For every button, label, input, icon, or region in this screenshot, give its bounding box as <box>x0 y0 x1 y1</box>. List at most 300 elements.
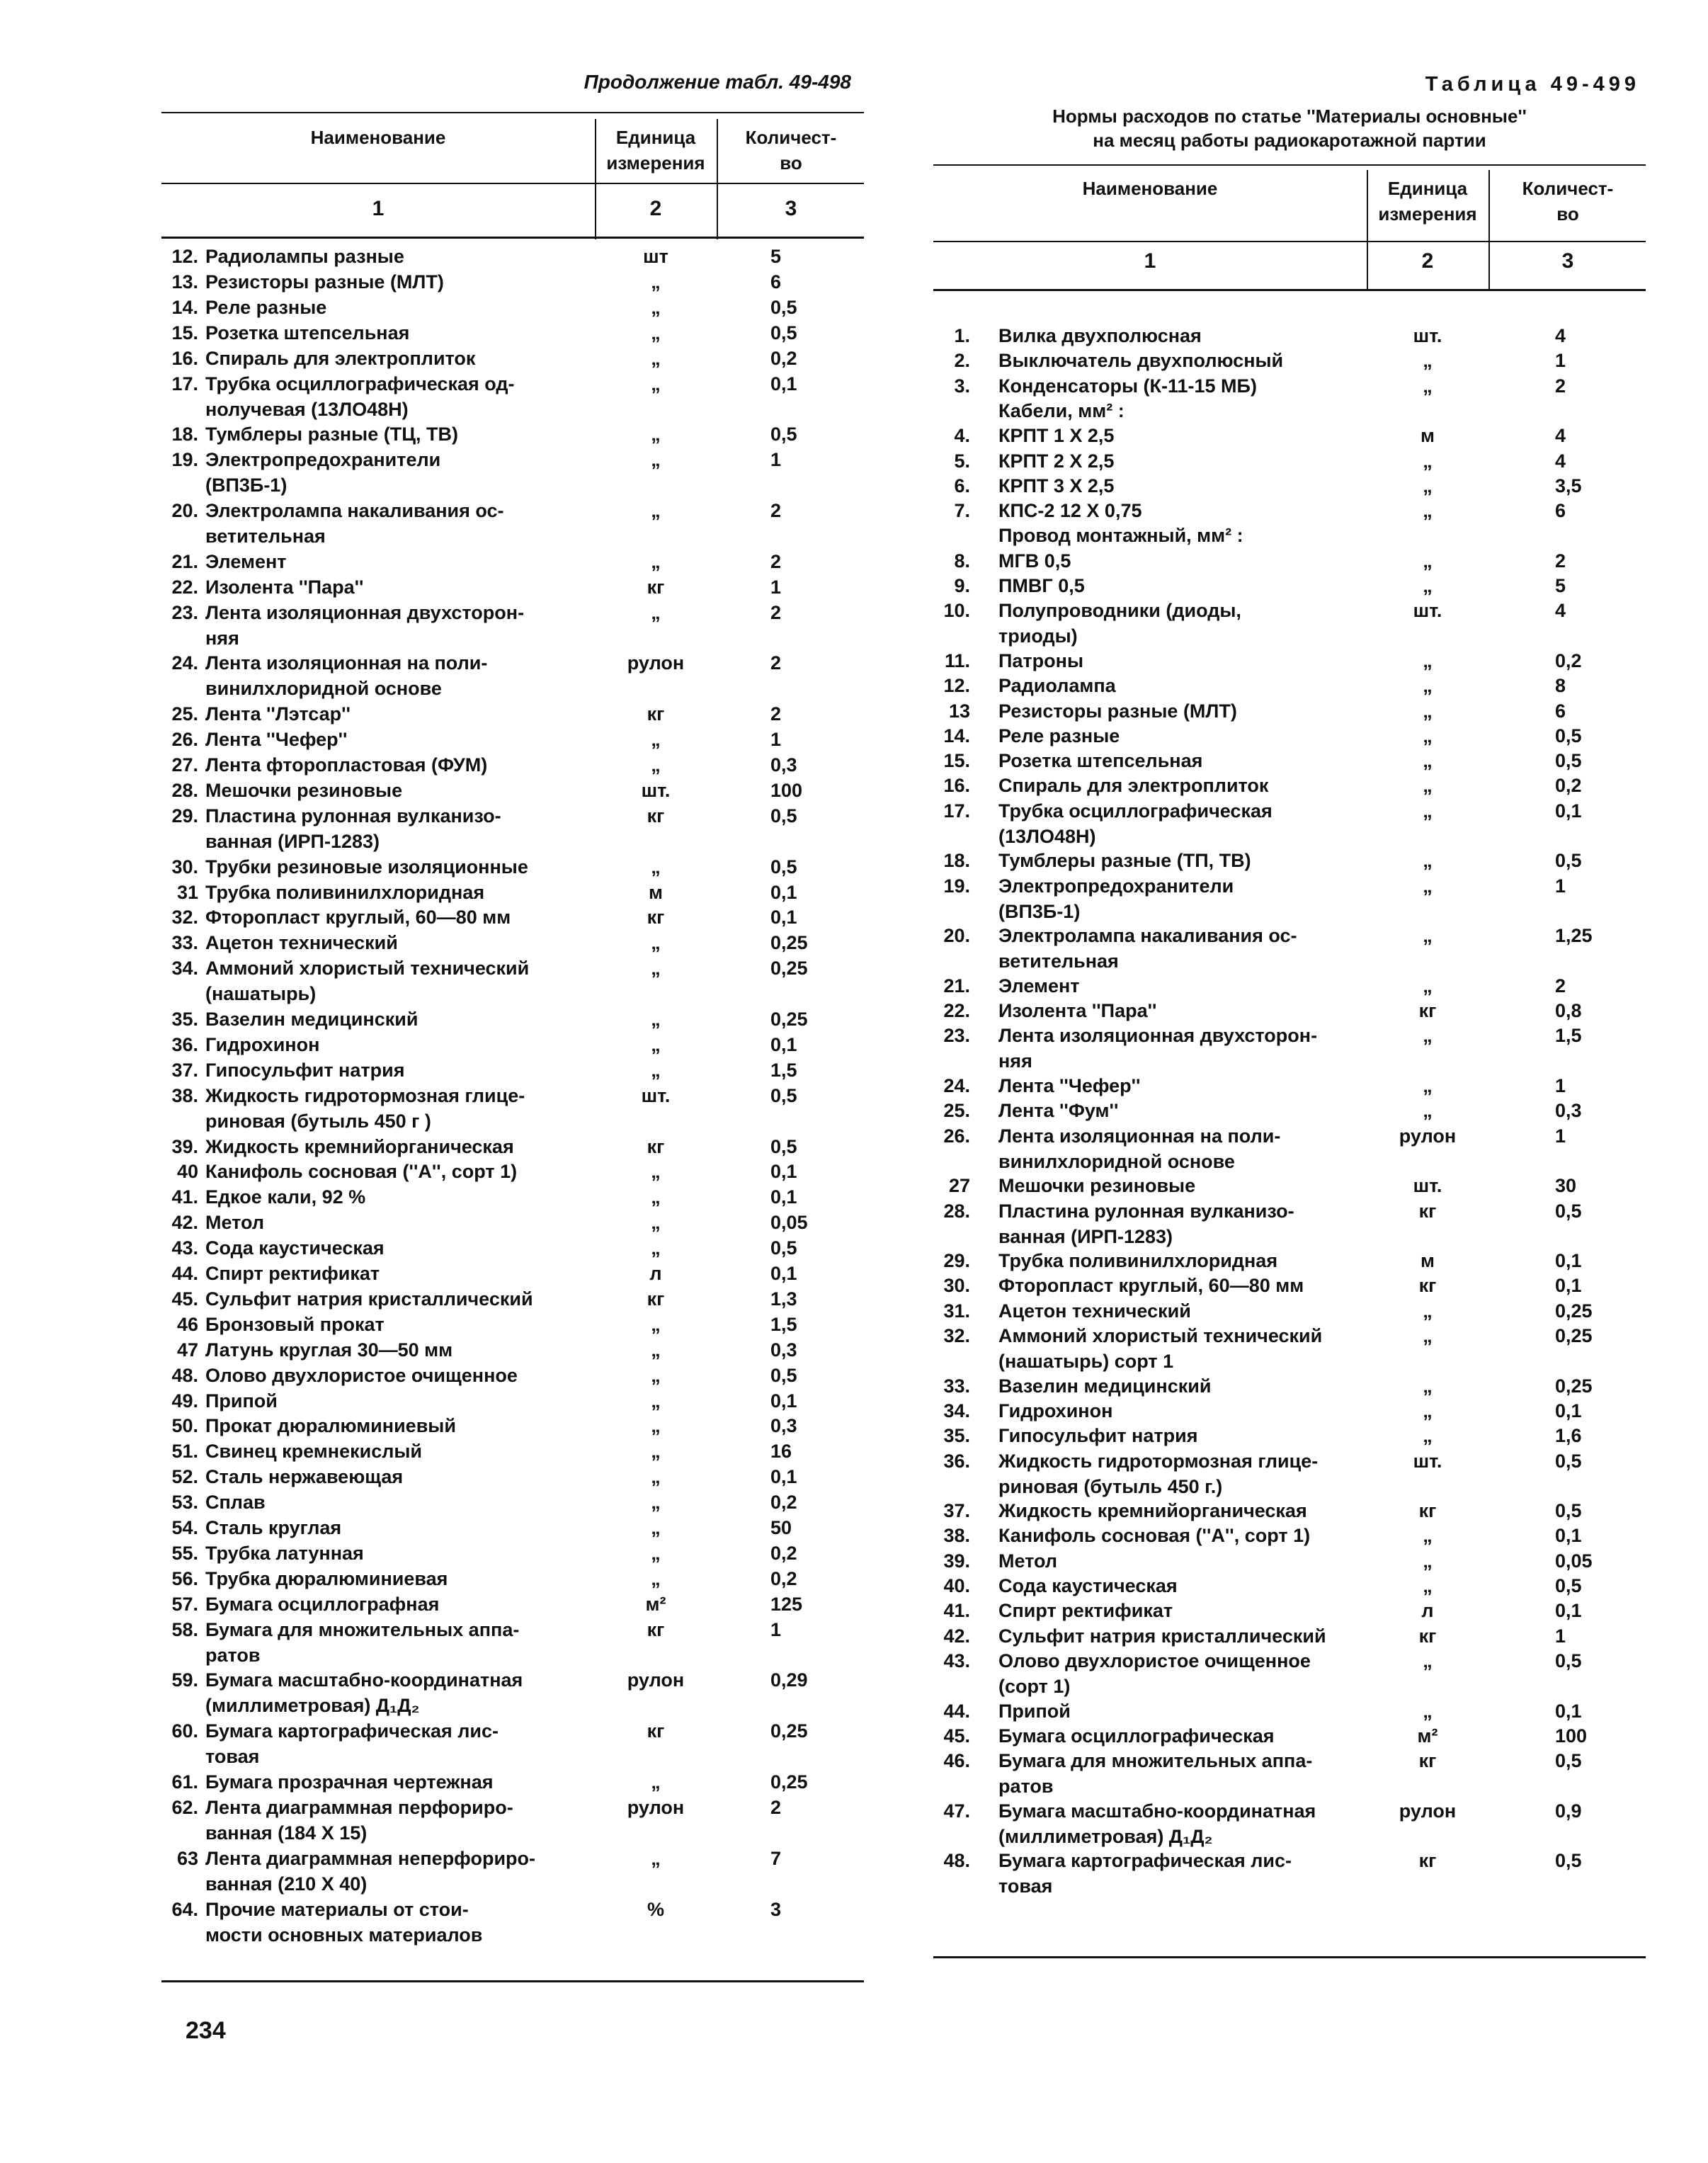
header-name: Наименование <box>1082 178 1218 199</box>
row-unit: „ <box>651 1339 661 1361</box>
column-number: 2 <box>1421 249 1434 273</box>
table-row <box>161 1769 864 1795</box>
row-quantity: 1,5 <box>770 1313 797 1335</box>
table-row <box>933 648 1646 673</box>
table-row <box>161 295 864 320</box>
row-number: 31 <box>176 881 198 903</box>
row-number: 26. <box>171 729 198 751</box>
row-number: 36. <box>171 1033 198 1055</box>
table-row <box>933 1173 1646 1198</box>
table-title: Нормы расходов по статье ''Материалы основные'' на месяц работы радиокаротажной партии <box>1052 106 1527 151</box>
table-row <box>161 498 864 549</box>
column-number: 2 <box>649 197 662 220</box>
table-row <box>933 1023 1646 1073</box>
row-name: Припой <box>998 1700 1071 1722</box>
table-row <box>161 650 864 701</box>
table-row <box>933 1198 1646 1249</box>
row-unit: „ <box>651 1542 661 1564</box>
row-unit: „ <box>651 500 661 521</box>
row-number: 12. <box>943 675 970 697</box>
row-number: 23. <box>943 1025 970 1047</box>
row-unit: „ <box>651 449 661 471</box>
row-quantity: 0,05 <box>770 1212 808 1234</box>
row-quantity: 0,25 <box>770 1720 808 1742</box>
row-number: 12. <box>171 246 198 267</box>
row-unit: „ <box>1423 575 1433 596</box>
row-name: Сплав <box>205 1492 266 1514</box>
row-quantity: 0,5 <box>1555 1450 1582 1472</box>
row-name: Электропредохранители (ВП3Б-1) <box>998 875 1234 922</box>
row-name: Резисторы разные (МЛТ) <box>998 700 1237 722</box>
row-quantity: 0,2 <box>770 1542 797 1564</box>
row-name: Канифоль сосновая (''А'', сорт 1) <box>998 1525 1311 1547</box>
row-name: КРПТ 1 Х 2,5 <box>998 425 1115 447</box>
row-number: 46 <box>176 1313 198 1335</box>
row-name: Бумага для множительных аппа- ратов <box>998 1750 1313 1798</box>
row-name: Аммоний хлористый технический (нашатырь) сорт 1 <box>998 1325 1323 1372</box>
table-row <box>933 748 1646 773</box>
row-unit: „ <box>1423 450 1433 472</box>
table-row <box>161 447 864 498</box>
row-number: 9. <box>954 575 970 596</box>
table-row <box>933 1748 1646 1798</box>
divider <box>933 289 1646 291</box>
table-row <box>933 473 1646 498</box>
row-name: Прокат дюралюминиевый <box>205 1415 456 1437</box>
row-quantity: 1 <box>1555 1625 1566 1647</box>
row-quantity: 5 <box>1555 575 1566 596</box>
row-name: Жидкость кремнийорганическая <box>998 1500 1307 1522</box>
row-number: 36. <box>943 1450 970 1472</box>
row-number: 11. <box>944 649 970 671</box>
row-name: Электропредохранители (ВП3Б-1) <box>205 449 441 496</box>
row-number: 15. <box>171 322 198 344</box>
row-quantity: 0,8 <box>1555 1000 1582 1022</box>
row-unit: „ <box>651 322 661 344</box>
table-row <box>933 673 1646 698</box>
row-number: 22. <box>943 1000 970 1022</box>
row-name: КРПТ 2 Х 2,5 <box>998 450 1115 472</box>
row-quantity: 0,3 <box>770 1415 797 1437</box>
row-quantity: 0,5 <box>770 856 797 878</box>
row-name: Бронзовый прокат <box>205 1313 385 1335</box>
row-unit: кг <box>1418 1275 1437 1297</box>
row-name: Мешочки резиновые <box>998 1175 1196 1197</box>
table-row <box>161 1235 864 1261</box>
row-number: 62. <box>171 1796 198 1818</box>
row-unit: „ <box>1423 875 1433 897</box>
row-quantity: 1 <box>770 576 782 598</box>
row-number: 43. <box>171 1237 198 1259</box>
row-quantity: 4 <box>1555 600 1566 622</box>
row-name: Олово двухлористое очищенное (сорт 1) <box>998 1650 1311 1697</box>
row-unit: „ <box>651 296 661 318</box>
row-quantity: 0,5 <box>770 1237 797 1259</box>
header-qty: Количест- во <box>1522 178 1614 225</box>
table-row <box>161 1286 864 1312</box>
row-name: Спирт ректификат <box>205 1263 380 1284</box>
row-unit: шт. <box>1413 600 1442 622</box>
row-unit: кг <box>1418 1850 1437 1872</box>
table-row <box>161 1032 864 1057</box>
row-name: Лента диаграммная неперфориро- ванная (210 Х 40) <box>205 1847 536 1895</box>
row-quantity: 0,1 <box>770 1263 797 1284</box>
row-quantity: 5 <box>770 246 782 267</box>
row-number: 46. <box>943 1750 970 1772</box>
row-number: 49. <box>171 1390 198 1412</box>
row-unit: „ <box>1423 550 1433 572</box>
row-number: 25. <box>171 703 198 725</box>
table-row <box>933 1073 1646 1098</box>
row-name: Прочие материалы от стои- мости основных материалов <box>205 1898 483 1946</box>
row-name: Лента ''Фум'' <box>998 1100 1119 1122</box>
row-number: 22. <box>171 576 198 598</box>
table-row <box>161 727 864 752</box>
row-unit: „ <box>1423 1375 1433 1397</box>
row-quantity: 4 <box>1555 425 1566 447</box>
row-number: 44. <box>171 1263 198 1284</box>
row-quantity: 1 <box>1555 1125 1566 1147</box>
row-unit: „ <box>651 550 661 572</box>
row-unit: „ <box>1423 1650 1433 1671</box>
table-row <box>933 523 1646 547</box>
row-name: Вазелин медицинский <box>998 1375 1212 1397</box>
table-row <box>933 1723 1646 1748</box>
table-row <box>933 698 1646 723</box>
row-number: 23. <box>171 601 198 623</box>
row-quantity: 1 <box>1555 875 1566 897</box>
table-label: Таблица 49-499 <box>1425 73 1640 96</box>
row-name: Ацетон технический <box>205 932 398 954</box>
row-unit: „ <box>651 373 661 394</box>
table-row <box>161 1846 864 1897</box>
row-quantity: 0,5 <box>770 1135 797 1157</box>
row-name: Трубка дюралюминиевая <box>205 1567 448 1589</box>
table-row <box>161 904 864 930</box>
table-row <box>161 1134 864 1159</box>
row-name: Фторопласт круглый, 60—80 мм <box>205 907 511 929</box>
row-unit: „ <box>651 1009 661 1030</box>
row-quantity: 0,5 <box>770 805 797 827</box>
row-unit: „ <box>651 347 661 369</box>
row-unit: кг <box>647 576 665 598</box>
row-unit: шт. <box>1413 1450 1442 1472</box>
row-number: 17. <box>943 800 970 822</box>
row-number: 21. <box>171 550 198 572</box>
row-unit: „ <box>1423 649 1433 671</box>
row-name: Полупроводники (диоды, триоды) <box>998 600 1241 647</box>
row-unit: „ <box>1423 700 1433 722</box>
row-number: 14. <box>171 296 198 318</box>
row-name: Выключатель двухполюсный <box>998 350 1284 372</box>
row-quantity: 4 <box>1555 450 1566 472</box>
row-name: Сульфит натрия кристаллический <box>998 1625 1326 1647</box>
table-row <box>161 1184 864 1210</box>
table-row <box>933 1598 1646 1623</box>
row-number: 30. <box>943 1275 970 1297</box>
row-name: Латунь круглая 30—50 мм <box>205 1339 453 1361</box>
row-number: 33. <box>171 932 198 954</box>
row-quantity: 0,5 <box>1555 1650 1582 1671</box>
row-number: 47 <box>176 1339 198 1361</box>
row-quantity: 100 <box>1555 1725 1588 1747</box>
row-number: 18. <box>171 424 198 445</box>
row-number: 43. <box>943 1650 970 1671</box>
row-name: Пластина рулонная вулканизо- ванная (ИРП-1283) <box>998 1200 1294 1247</box>
table-row <box>933 1548 1646 1573</box>
row-name: Вилка двухполюсная <box>998 325 1202 346</box>
table-continuation-caption: Продолжение табл. 49-498 <box>583 71 851 93</box>
row-unit: рулон <box>627 652 685 674</box>
row-name: Спираль для электроплиток <box>205 347 476 369</box>
divider <box>161 237 864 239</box>
row-unit: „ <box>651 1237 661 1259</box>
row-number: 1. <box>954 325 970 346</box>
row-quantity: 0,25 <box>1555 1375 1593 1397</box>
row-number: 45. <box>943 1725 970 1747</box>
table-row <box>933 1423 1646 1448</box>
row-unit: „ <box>1423 975 1433 997</box>
row-number: 56. <box>171 1567 198 1589</box>
row-quantity: 0,3 <box>770 754 797 776</box>
row-number: 8. <box>954 550 970 572</box>
row-name: Тумблеры разные (ТП, ТВ) <box>998 850 1251 872</box>
row-name: Спираль для электроплиток <box>998 775 1269 797</box>
table-row <box>933 1848 1646 1898</box>
row-unit: кг <box>647 805 665 827</box>
row-number: 52. <box>171 1466 198 1488</box>
table-row <box>161 1897 864 1948</box>
table-row <box>933 548 1646 573</box>
row-number: 24. <box>171 652 198 674</box>
row-number: 4. <box>954 425 970 447</box>
row-name: Провод монтажный, мм² : <box>998 525 1243 547</box>
row-number: 15. <box>943 750 970 772</box>
row-number: 27 <box>948 1175 970 1197</box>
row-name: Ацетон технический <box>998 1300 1191 1322</box>
table-row <box>161 244 864 269</box>
row-name: Радиолампы разные <box>205 246 404 267</box>
row-quantity: 0,5 <box>770 322 797 344</box>
table-row <box>933 1448 1646 1499</box>
row-quantity: 0,1 <box>770 373 797 394</box>
row-name: Бумага масштабно-координатная (миллиметровая) Д₁Д₂ <box>205 1669 523 1717</box>
row-quantity: 0,3 <box>770 1339 797 1361</box>
row-quantity: 7 <box>770 1847 782 1869</box>
row-name: Гидрохинон <box>205 1033 320 1055</box>
row-unit: „ <box>1423 725 1433 746</box>
row-quantity: 0,5 <box>770 1364 797 1386</box>
row-name: Патроны <box>998 649 1083 671</box>
row-number: 16. <box>171 347 198 369</box>
row-quantity: 0,2 <box>1555 775 1582 797</box>
row-unit: „ <box>1423 750 1433 772</box>
column-number: 3 <box>785 197 797 220</box>
row-number: 28. <box>943 1200 970 1222</box>
row-unit: % <box>647 1898 664 1920</box>
row-name: Лента ''Чефер'' <box>998 1075 1141 1096</box>
row-name: Трубки резиновые изоляционные <box>205 856 528 878</box>
page-number: 234 <box>186 2017 226 2044</box>
table-row <box>161 346 864 371</box>
table-row <box>161 320 864 346</box>
table-row <box>933 423 1646 448</box>
table-row <box>161 1667 864 1718</box>
row-quantity: 3,5 <box>1555 475 1582 496</box>
row-quantity: 0,1 <box>770 1466 797 1488</box>
row-number: 19. <box>171 449 198 471</box>
row-number: 48. <box>171 1364 198 1386</box>
row-number: 16. <box>943 775 970 797</box>
row-quantity: 2 <box>1555 975 1566 997</box>
row-number: 47. <box>943 1800 970 1822</box>
table-row <box>161 701 864 727</box>
row-unit: м² <box>1417 1725 1438 1747</box>
row-name: Трубка латунная <box>205 1542 364 1564</box>
row-quantity: 1,3 <box>770 1288 797 1310</box>
table-row <box>933 873 1646 924</box>
table-row <box>161 549 864 574</box>
row-quantity: 1,25 <box>1555 925 1593 947</box>
row-number: 51. <box>171 1441 198 1463</box>
table-row <box>161 1413 864 1438</box>
table-row <box>161 1261 864 1286</box>
row-name: Пластина рулонная вулканизо- ванная (ИРП-1283) <box>205 805 501 852</box>
row-name: Реле разные <box>205 296 327 318</box>
row-unit: м² <box>645 1593 666 1615</box>
row-unit: „ <box>1423 1425 1433 1447</box>
column-number: 3 <box>1561 249 1574 273</box>
divider <box>161 183 864 184</box>
row-quantity: 0,1 <box>770 881 797 903</box>
row-name: Аммоний хлористый технический (нашатырь) <box>205 958 530 1005</box>
table-row <box>933 1323 1646 1373</box>
row-quantity: 3 <box>770 1898 782 1920</box>
row-quantity: 4 <box>1555 325 1566 346</box>
row-unit: „ <box>651 1364 661 1386</box>
table-row <box>933 398 1646 423</box>
row-unit: „ <box>651 1517 661 1538</box>
row-name: МГВ 0,5 <box>998 550 1071 572</box>
row-name: Элемент <box>998 975 1080 997</box>
table-row <box>161 421 864 447</box>
row-quantity: 0,5 <box>1555 1575 1582 1596</box>
divider <box>161 112 864 113</box>
row-quantity: 2 <box>1555 375 1566 397</box>
row-unit: „ <box>1423 1300 1433 1322</box>
row-quantity: 2 <box>770 652 782 674</box>
row-number: 29. <box>171 805 198 827</box>
row-number: 14. <box>943 725 970 746</box>
row-name: Метол <box>205 1212 264 1234</box>
row-name: Розетка штепсельная <box>205 322 410 344</box>
row-name: Лента фторопластовая (ФУМ) <box>205 754 488 776</box>
table-row <box>161 1159 864 1184</box>
row-number: 26. <box>943 1125 970 1147</box>
row-number: 37. <box>171 1059 198 1081</box>
row-quantity: 0,3 <box>1555 1100 1582 1122</box>
table-row <box>933 773 1646 797</box>
divider <box>933 1956 1646 1958</box>
row-unit: „ <box>1423 1400 1433 1421</box>
row-quantity: 100 <box>770 779 803 801</box>
table-row <box>161 854 864 880</box>
row-name: Бумага осциллографическая <box>998 1725 1275 1747</box>
row-name: Метол <box>998 1550 1057 1572</box>
row-unit: „ <box>1423 850 1433 872</box>
row-name: Лента изоляционная на поли- винилхлоридной основе <box>998 1125 1281 1172</box>
row-name: Сода каустическая <box>998 1575 1178 1596</box>
row-name: Лента изоляционная двухсторон- няя <box>998 1025 1318 1072</box>
row-unit: „ <box>651 932 661 954</box>
column-number: 1 <box>1144 249 1156 273</box>
row-name: Сталь нержавеющая <box>205 1466 404 1488</box>
row-name: Гипосульфит натрия <box>998 1425 1198 1447</box>
row-unit: „ <box>1423 1100 1433 1122</box>
table-row <box>161 1617 864 1668</box>
table-row <box>161 574 864 600</box>
row-quantity: 0,2 <box>770 1492 797 1514</box>
row-number: 39. <box>943 1550 970 1572</box>
table-row <box>161 1540 864 1566</box>
row-unit: „ <box>651 424 661 445</box>
row-quantity: 0,5 <box>770 1084 797 1106</box>
table-row <box>161 1438 864 1464</box>
row-unit: л <box>649 1263 662 1284</box>
row-quantity: 0,5 <box>770 296 797 318</box>
row-name: КПС-2 12 Х 0,75 <box>998 500 1142 522</box>
row-unit: „ <box>651 1059 661 1081</box>
table-row <box>933 1573 1646 1598</box>
row-number: 40 <box>176 1161 198 1183</box>
row-number: 3. <box>954 375 970 397</box>
row-name: Трубка поливинилхлоридная <box>998 1250 1278 1272</box>
row-number: 63 <box>176 1847 198 1869</box>
row-number: 54. <box>171 1517 198 1538</box>
row-quantity: 0,5 <box>1555 850 1582 872</box>
row-number: 34. <box>171 958 198 980</box>
row-quantity: 0,5 <box>1555 1200 1582 1222</box>
row-name: Конденсаторы (К-11-15 МБ) <box>998 375 1257 397</box>
table-row <box>161 1718 864 1769</box>
row-name: Электролампа накаливания ос- ветительная <box>205 500 504 547</box>
row-quantity: 0,1 <box>1555 1275 1582 1297</box>
table-row <box>933 1248 1646 1273</box>
row-quantity: 2 <box>770 500 782 521</box>
table-row <box>161 752 864 778</box>
row-unit: „ <box>651 754 661 776</box>
table-row <box>161 1591 864 1617</box>
header-name: Наименование <box>310 127 446 148</box>
row-number: 39. <box>171 1135 198 1157</box>
row-quantity: 0,29 <box>770 1669 808 1691</box>
row-number: 44. <box>943 1700 970 1722</box>
row-name: Лента ''Чефер'' <box>205 729 348 751</box>
row-unit: кг <box>1418 1750 1437 1772</box>
row-unit: кг <box>1418 1000 1437 1022</box>
row-name: Лента ''Лэтсар'' <box>205 703 351 725</box>
table-row <box>933 1798 1646 1849</box>
row-number: 38. <box>171 1084 198 1106</box>
row-unit: „ <box>1423 350 1433 372</box>
row-name: Сода каустическая <box>205 1237 385 1259</box>
row-unit: „ <box>1423 1325 1433 1346</box>
table-row <box>933 973 1646 998</box>
table-row <box>933 1298 1646 1323</box>
row-number: 45. <box>171 1288 198 1310</box>
row-quantity: 125 <box>770 1593 803 1615</box>
divider <box>933 164 1646 166</box>
